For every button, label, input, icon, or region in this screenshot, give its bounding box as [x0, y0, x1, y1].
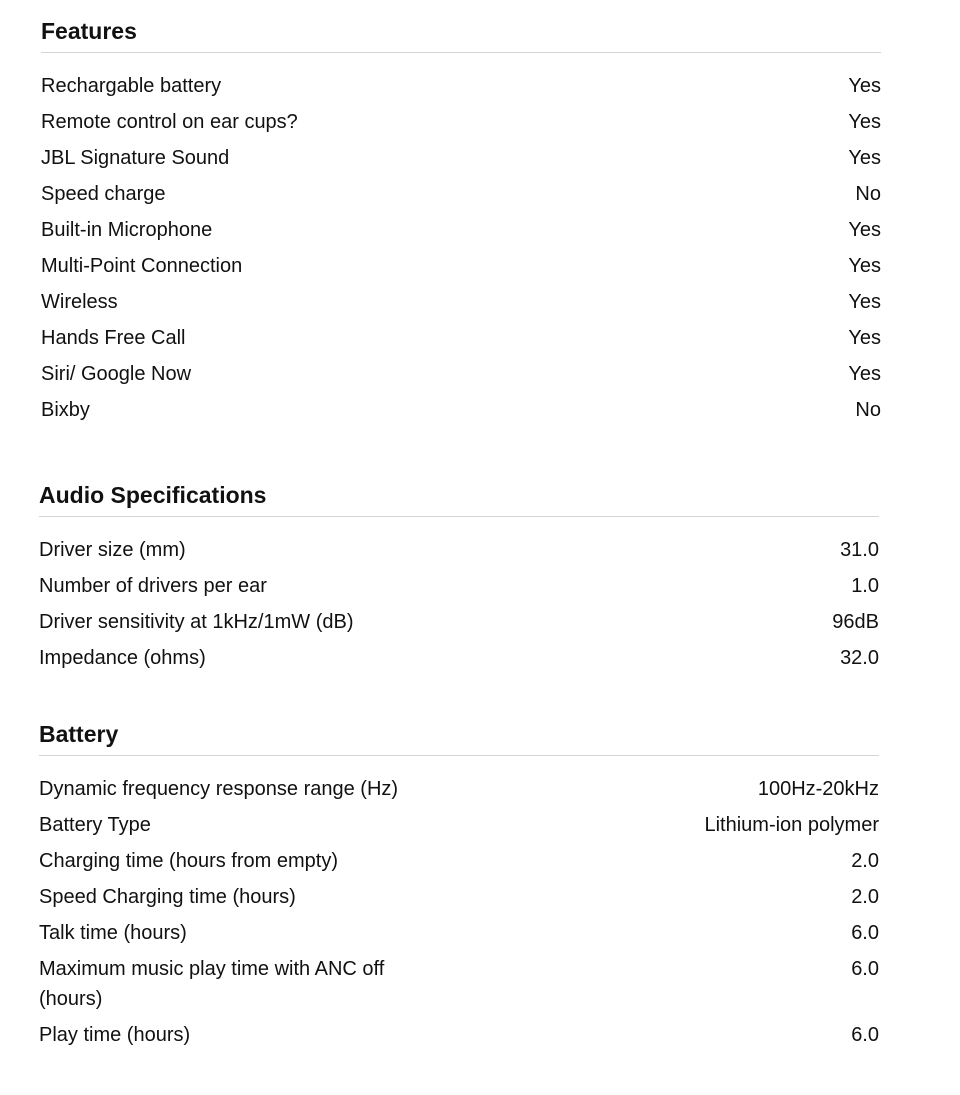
spec-value: 100Hz-20kHz [757, 778, 879, 800]
spec-value: 32.0 [840, 647, 879, 669]
spec-label: Speed charge [41, 183, 166, 205]
spec-value: Yes [848, 219, 881, 241]
spec-value: 1.0 [851, 575, 879, 597]
spec-row [41, 215, 881, 245]
spec-row [41, 251, 881, 281]
spec-value: Lithium-ion polymer [704, 814, 879, 836]
spec-label: Charging time (hours from empty) [39, 850, 338, 872]
spec-label: Number of drivers per ear [39, 575, 267, 597]
spec-row [39, 882, 879, 912]
audio-specifications-heading: Audio Specifications [39, 481, 879, 517]
spec-label: Rechargable battery [41, 75, 222, 97]
spec-row [41, 287, 881, 317]
spec-row [39, 846, 879, 876]
battery-section [39, 720, 879, 1056]
spec-row [41, 359, 881, 389]
spec-label: JBL Signature Sound [41, 147, 230, 169]
spec-label: Driver size (mm) [39, 539, 186, 561]
spec-row [39, 607, 879, 637]
spec-row [39, 810, 879, 840]
spec-row [41, 71, 881, 101]
spec-label: Bixby [41, 399, 90, 421]
spec-row [41, 107, 881, 137]
spec-value: 6.0 [851, 922, 879, 944]
spec-row [41, 143, 881, 173]
spec-value: 96dB [832, 611, 879, 633]
spec-label: Built-in Microphone [41, 219, 213, 241]
spec-value: 6.0 [851, 958, 879, 980]
features-section [41, 17, 881, 431]
spec-label: Multi-Point Connection [41, 255, 243, 277]
spec-value: No [855, 399, 881, 421]
spec-label: Talk time (hours) [39, 922, 187, 944]
spec-value: Yes [848, 147, 881, 169]
spec-value: No [855, 183, 881, 205]
spec-value: Yes [848, 111, 881, 133]
spec-row [41, 323, 881, 353]
spec-label: Driver sensitivity at 1kHz/1mW (dB) [39, 611, 354, 633]
spec-label: Impedance (ohms) [39, 647, 206, 669]
spec-row [41, 395, 881, 425]
audio-specifications-section [39, 481, 879, 679]
spec-value: Yes [848, 291, 881, 313]
spec-row [39, 535, 879, 565]
spec-label: Battery Type [39, 814, 151, 836]
spec-label: Play time (hours) [39, 1024, 191, 1046]
spec-row [39, 1020, 879, 1050]
spec-value: Yes [848, 363, 881, 385]
spec-row [39, 774, 879, 804]
spec-row [41, 179, 881, 209]
battery-heading: Battery [39, 720, 879, 756]
spec-value: 6.0 [851, 1024, 879, 1046]
spec-label: Maximum music play time with ANC off (hours) [39, 958, 385, 1010]
features-heading: Features [41, 17, 881, 53]
spec-value: 2.0 [851, 886, 879, 908]
spec-label: Hands Free Call [41, 327, 186, 349]
spec-row [39, 571, 879, 601]
spec-row [39, 918, 879, 948]
spec-label: Remote control on ear cups? [41, 111, 298, 133]
spec-label: Siri/ Google Now [41, 363, 192, 385]
spec-label: Speed Charging time (hours) [39, 886, 296, 908]
spec-row [39, 643, 879, 673]
spec-value: Yes [848, 75, 881, 97]
spec-label: Dynamic frequency response range (Hz) [39, 778, 399, 800]
spec-value: Yes [848, 327, 881, 349]
spec-value: 31.0 [840, 539, 879, 561]
spec-label: Wireless [41, 291, 118, 313]
features-spec-list [41, 71, 881, 425]
battery-spec-list [39, 774, 879, 1050]
spec-value: Yes [848, 255, 881, 277]
audio-spec-list [39, 535, 879, 673]
spec-row [39, 954, 879, 1014]
spec-value: 2.0 [851, 850, 879, 872]
